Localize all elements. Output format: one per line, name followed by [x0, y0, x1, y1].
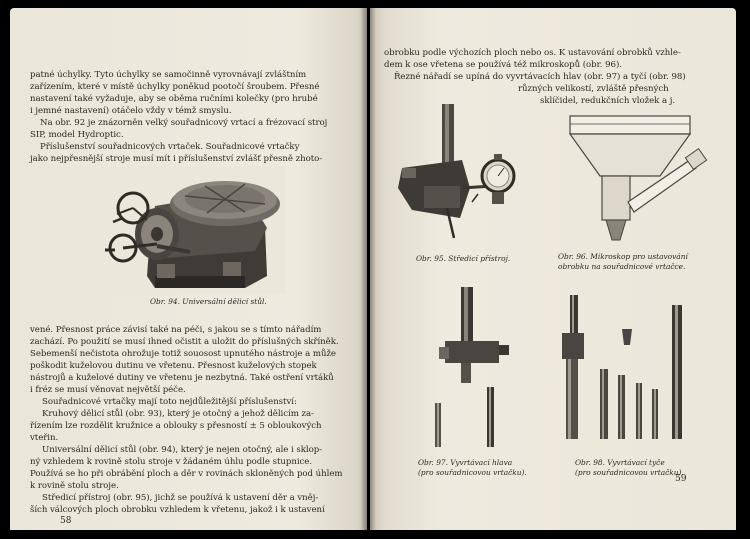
- figure-caption: Obr. 95. Středicí přístroj.: [416, 254, 511, 263]
- text-line: patné úchylky. Tyto úchylky se samočinně vyrovnávají zvláštním: [30, 70, 307, 80]
- text-line: různých velikostí, zvláště přesných: [518, 84, 669, 94]
- figure-caption: (pro souřadnicovou vrtačku).: [575, 468, 684, 477]
- book-spine: [360, 8, 376, 530]
- text-line: SIP, model Hydroptic.: [30, 130, 124, 140]
- text-line: nastavení také vyžaduje, aby se oběma ručními kolečky (pro hrubé: [30, 94, 318, 104]
- page-number: 59: [675, 474, 687, 484]
- text-line: Universální dělicí stůl (obr. 94), který je nejen otočný, ale i sklop-: [42, 445, 323, 455]
- text-line: Souřadnicové vrtačky mají toto nejdůležitější příslušenství:: [42, 397, 297, 407]
- text-line: vené. Přesnost práce závisí také na péči, s jakou se s tímto nářadím: [30, 325, 322, 335]
- text-line: zařízením, které v místě úchylky poněkud pootočí šroubem. Přesné: [30, 82, 320, 92]
- figure-boring-bars: [550, 293, 700, 453]
- text-line: poškodit kuželovou dutinu ve vřetenu. Přesnost kuželových stopek: [30, 361, 317, 371]
- figure-caption: Obr. 97. Vyvrtávací hlava: [418, 458, 513, 467]
- text-line: jako nejpřesnější stroje musí mít i příslušenství zvlášť přesně zhoto-: [30, 154, 323, 164]
- figure-caption: obrobku na souřadnicové vrtačce.: [558, 262, 686, 271]
- page-number: 58: [60, 516, 72, 526]
- text-line: Kruhový dělicí stůl (obr. 93), který je otočný a jehož dělicím za-: [42, 409, 314, 419]
- text-line: Středicí přístroj (obr. 95), jichž se používá k ustavení děr a vněj-: [42, 493, 319, 503]
- text-line: ný vzhledem k rovině stolu stroje v žádaném úhlu podle stupnice.: [30, 457, 313, 467]
- text-line: dem k ose vřetena se používá též mikroskopů (obr. 96).: [384, 60, 622, 70]
- text-line: Příslušenství souřadnicových vrtaček. Souřadnicové vrtačky: [40, 142, 300, 152]
- text-line: řízením lze rozdělit kružnice a oblouky s přesností ± 5 obloukových: [30, 421, 322, 431]
- figure-caption: Obr. 98. Vyvrtávací tyče: [575, 458, 665, 467]
- right-page: [370, 8, 736, 530]
- figure-caption: (pro souřadnicovou vrtačku).: [418, 468, 527, 477]
- figure-centering-device: [392, 98, 532, 248]
- text-line: obrobku podle výchozích ploch nebo os. K ustavování obrobků vzhle-: [384, 48, 681, 58]
- text-line: ších válcových ploch obrobku vzhledem k vřetenu, jakož i k ustavení: [30, 505, 325, 515]
- figure-microscope: [540, 112, 710, 252]
- text-line: Sebemenší nečistota ohrožuje totiž souosost upnutého nástroje a může: [30, 349, 336, 359]
- text-line: zachází. Po použití se musí ihned očistit a uložit do příslušných skříněk.: [30, 337, 339, 347]
- text-line: Řezné nářadí se upíná do vyvrtávacích hlav (obr. 97) a tyčí (obr. 98): [394, 72, 686, 82]
- text-line: i jemné nastavení) otáčelo vždy v témž smyslu.: [30, 106, 232, 116]
- text-line: Používá se ho při obrábění ploch a děr v rovinách skloněných pod úhlem: [30, 469, 343, 479]
- text-line: i fréz se musí věnovat největší péče.: [30, 385, 186, 395]
- figure-boring-head: [425, 283, 525, 453]
- figure-universal-dividing-table: [95, 166, 285, 294]
- figure-caption: Obr. 96. Mikroskop pro ustavování: [558, 252, 688, 261]
- text-line: Na obr. 92 je znázorněn velký souřadnicový vrtací a frézovací stroj: [40, 118, 328, 128]
- text-line: nástrojů a kuželové dutiny ve vřetenu je nezbytná. Také ostření vrtáků: [30, 373, 334, 383]
- text-line: sklíčidel, redukčních vložek a j.: [540, 96, 676, 106]
- left-page: [10, 8, 367, 530]
- text-line: vteřin.: [30, 433, 59, 443]
- text-line: k rovině stolu stroje.: [30, 481, 119, 491]
- figure-caption: Obr. 94. Universální dělicí stůl.: [150, 297, 267, 306]
